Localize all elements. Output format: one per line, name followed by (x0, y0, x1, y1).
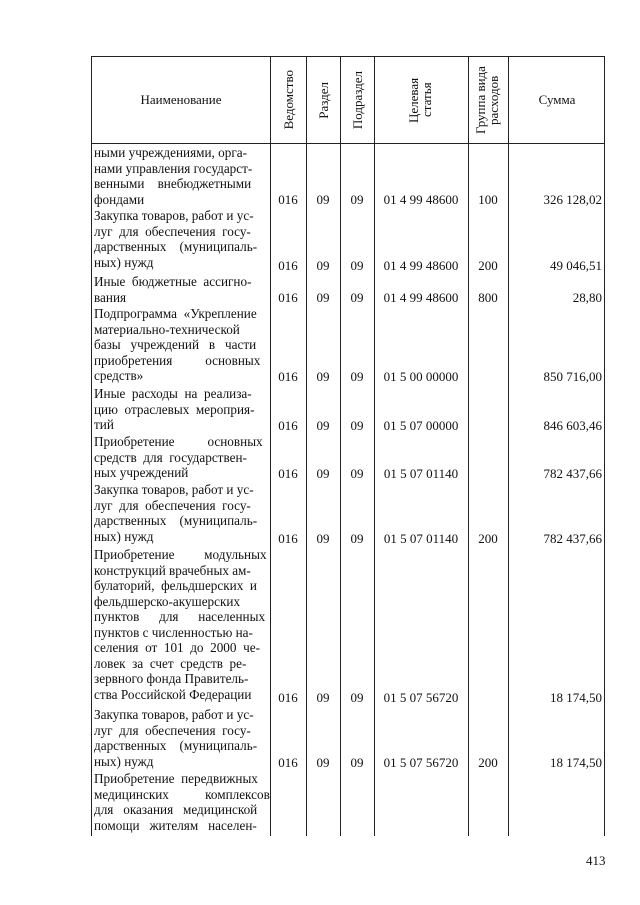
column-divider (270, 57, 271, 836)
row-summa: 846 603,46 (543, 418, 602, 433)
row-razdel: 09 (316, 192, 330, 207)
row-name: Подпрограмма «Укрепление материально-технической базы учреждений в части приобретения основных средств» (94, 306, 261, 383)
row-vedomstvo: 016 (278, 531, 298, 546)
header-podrazdel (340, 57, 374, 143)
row-summa: 49 046,51 (550, 258, 602, 273)
header-celevaya (374, 57, 468, 143)
row-vedomstvo: 016 (278, 755, 298, 770)
row-name: Закупка товаров, работ и ус- луг для обеспечения госу- дарственных (муниципаль- ных) нужд (94, 208, 258, 270)
column-divider (306, 57, 307, 836)
row-gruppa: 800 (478, 290, 498, 305)
row-razdel: 09 (316, 690, 330, 705)
row-celevaya: 01 5 07 01140 (383, 466, 459, 481)
row-podrazdel: 09 (350, 290, 364, 305)
row-summa: 782 437,66 (543, 466, 602, 481)
row-summa: 326 128,02 (543, 192, 602, 207)
row-vedomstvo: 016 (278, 690, 298, 705)
budget-table (91, 56, 605, 836)
row-vedomstvo: 016 (278, 192, 298, 207)
row-vedomstvo: 016 (278, 290, 298, 305)
header-summa-label: Сумма (538, 92, 576, 107)
row-name: Закупка товаров, работ и ус- луг для обеспечения госу- дарственных (муниципаль- ных) нужд (94, 707, 258, 769)
row-celevaya: 01 5 07 56720 (383, 755, 459, 770)
row-podrazdel: 09 (350, 418, 364, 433)
row-celevaya: 01 4 99 48600 (383, 258, 459, 273)
row-podrazdel: 09 (350, 466, 364, 481)
row-razdel: 09 (316, 755, 330, 770)
row-vedomstvo: 016 (278, 258, 298, 273)
header-razdel (306, 57, 340, 143)
column-divider (508, 57, 509, 836)
header-vedomstvo (270, 57, 306, 143)
header-name (92, 57, 270, 143)
row-vedomstvo: 016 (278, 369, 298, 384)
row-vedomstvo: 016 (278, 418, 298, 433)
row-vedomstvo: 016 (278, 466, 298, 481)
row-celevaya: 01 4 99 48600 (383, 290, 459, 305)
header-vedomstvo-label: Ведомство (280, 70, 296, 130)
row-summa: 28,80 (572, 290, 602, 305)
row-podrazdel: 09 (350, 531, 364, 546)
header-summa (508, 57, 606, 143)
row-name: Закупка товаров, работ и ус- луг для обеспечения госу- дарственных (муниципаль- ных) нужд (94, 482, 258, 544)
row-razdel: 09 (316, 290, 330, 305)
row-razdel: 09 (316, 418, 330, 433)
row-gruppa: 200 (478, 531, 498, 546)
header-podrazdel-label: Подраздел (349, 70, 365, 130)
row-gruppa: 200 (478, 258, 498, 273)
row-name: Приобретение передвижных медицинских комплексов для оказания медицинской помощи жителям населен- (94, 771, 270, 833)
row-summa: 18 174,50 (550, 755, 602, 770)
header-razdel-label: Раздел (315, 81, 331, 119)
row-podrazdel: 09 (350, 690, 364, 705)
row-razdel: 09 (316, 258, 330, 273)
header-divider (92, 143, 604, 144)
header-gruppa (468, 57, 508, 143)
row-gruppa: 200 (478, 755, 498, 770)
header-gruppa-label: Группа вида расходов (473, 66, 501, 134)
header-celevaya-label: Целевая статья (406, 77, 434, 123)
row-name: Приобретение модульных конструкций врачебных ам- булаторий, фельдшерских и фельдшерско-акушерских пунктов для населенных пунктов с численностью на- селения от 101 до 2000 че- ловек за счет средств ре- зервного фонда Правитель- ства Российской Федерации (94, 547, 267, 702)
row-summa: 18 174,50 (550, 690, 602, 705)
row-podrazdel: 09 (350, 258, 364, 273)
column-divider (374, 57, 375, 836)
row-celevaya: 01 5 07 01140 (383, 531, 459, 546)
row-razdel: 09 (316, 369, 330, 384)
row-name: ными учреждениями, орга- нами управления государст- венными внебюджетными фондами (94, 145, 253, 207)
row-name: Иные бюджетные ассигно- вания (94, 274, 252, 305)
row-razdel: 09 (316, 531, 330, 546)
row-summa: 850 716,00 (543, 369, 602, 384)
row-celevaya: 01 5 07 56720 (383, 690, 459, 705)
row-podrazdel: 09 (350, 755, 364, 770)
page-number: 413 (586, 853, 606, 868)
row-name: Иные расходы на реализа- цию отраслевых мероприя- тий (94, 386, 255, 432)
row-name: Приобретение основных средств для государствен- ных учреждений (94, 434, 263, 480)
column-divider (468, 57, 469, 836)
row-razdel: 09 (316, 466, 330, 481)
row-celevaya: 01 5 07 00000 (383, 418, 459, 433)
row-podrazdel: 09 (350, 192, 364, 207)
row-summa: 782 437,66 (543, 531, 602, 546)
row-celevaya: 01 4 99 48600 (383, 192, 459, 207)
row-gruppa: 100 (478, 192, 498, 207)
row-celevaya: 01 5 00 00000 (383, 369, 459, 384)
header-name-label: Наименование (140, 92, 222, 107)
column-divider (340, 57, 341, 836)
row-podrazdel: 09 (350, 369, 364, 384)
